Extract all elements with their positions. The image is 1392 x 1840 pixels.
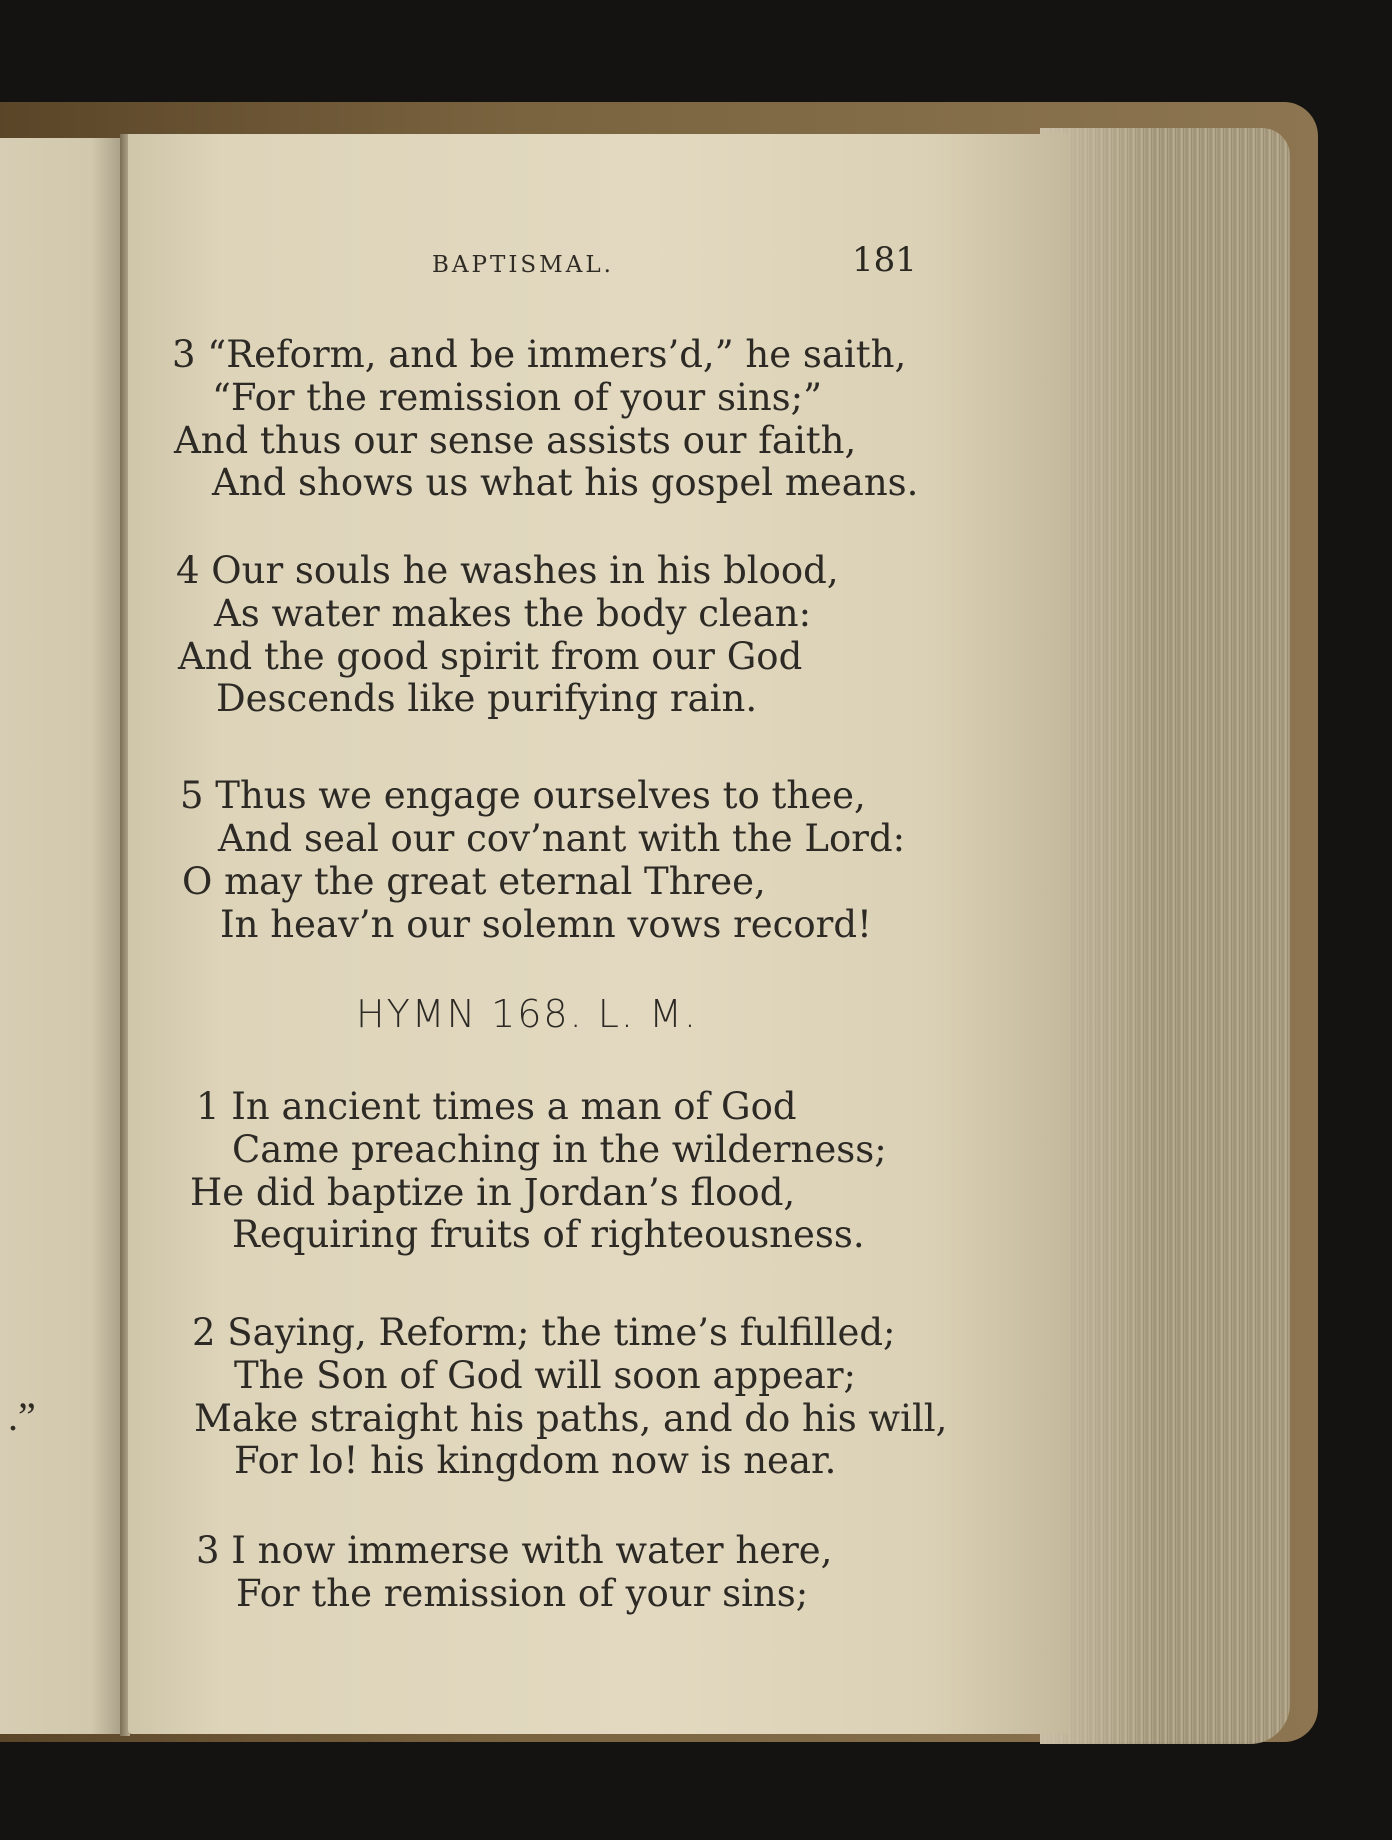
- verse-line: 4 Our souls he washes in his blood,: [176, 549, 839, 592]
- verse-line: Requiring fruits of righteousness.: [232, 1213, 865, 1256]
- verse-line: 3 “Reform, and be immers’d,” he saith,: [172, 333, 907, 376]
- verse-line: For the remission of your sins;: [236, 1572, 809, 1615]
- verse-line: O may the great eternal Three,: [182, 860, 766, 903]
- left-page: [0, 138, 125, 1734]
- hymn-title: HYMN 168. L. M.: [356, 992, 698, 1036]
- verse-line: And the good spirit from our God: [178, 635, 803, 678]
- verse-line: The Son of God will soon appear;: [234, 1354, 856, 1397]
- verse-line: As water makes the body clean:: [214, 592, 812, 635]
- verse-line: He did baptize in Jordan’s flood,: [190, 1171, 796, 1214]
- verse-line: Make straight his paths, and do his will,: [194, 1397, 948, 1440]
- verse-line: 2 Saying, Reform; the time’s fulfilled;: [192, 1311, 896, 1354]
- verse-line: And seal our cov’nant with the Lord:: [218, 817, 906, 860]
- verse-line: Descends like purifying rain.: [216, 677, 758, 720]
- verse-line: 5 Thus we engage ourselves to thee,: [180, 774, 866, 817]
- verse-line: And shows us what his gospel means.: [212, 461, 919, 504]
- verse-line: 1 In ancient times a man of God: [196, 1085, 797, 1128]
- verse-line: “For the remission of your sins;”: [212, 376, 823, 419]
- verse-line: For lo! his kingdom now is near.: [234, 1439, 837, 1482]
- page-number: 181: [852, 240, 917, 280]
- running-title: BAPTISMAL.: [432, 252, 614, 278]
- verse-line: Came preaching in the wilderness;: [232, 1128, 887, 1171]
- left-page-bleed-text: .”: [8, 1394, 36, 1439]
- verse-line: In heav’n our solemn vows record!: [220, 903, 872, 946]
- verse-line: And thus our sense assists our faith,: [174, 419, 857, 462]
- verse-line: 3 I now immerse with water here,: [196, 1529, 833, 1572]
